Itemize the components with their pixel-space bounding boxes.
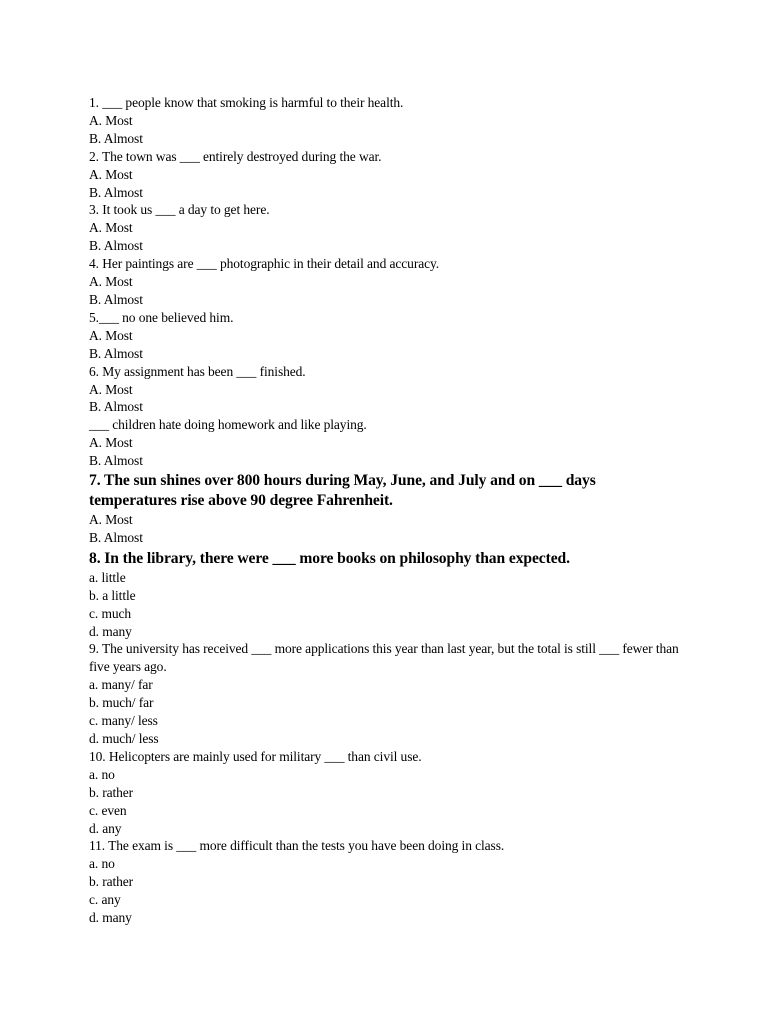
answer-option: d. many — [89, 623, 132, 639]
answer-option: B. Almost — [89, 130, 143, 146]
question-stem: 6. My assignment has been ___ finished. — [89, 363, 306, 379]
answer-option: b. a little — [89, 587, 136, 603]
question-stem: 2. The town was ___ entirely destroyed during the war. — [89, 148, 382, 164]
answer-option: B. Almost — [89, 529, 143, 545]
answer-option: A. Most — [89, 435, 133, 451]
question-stem: 3. It took us ___ a day to get here. — [89, 202, 270, 218]
answer-option: d. many — [89, 910, 132, 926]
answer-option: B. Almost — [89, 345, 143, 361]
answer-option: b. rather — [89, 874, 134, 890]
answer-option: A. Most — [89, 112, 133, 128]
question-stem: 8. In the library, there were ___ more books on philosophy than expected. — [89, 549, 570, 567]
question-stem: 9. The university has received ___ more applications this year than last year, but the total is still ___ fewer than five years ago. — [89, 641, 679, 675]
question-stem: 4. Her paintings are ___ photographic in their detail and accuracy. — [89, 256, 440, 272]
answer-option: A. Most — [89, 512, 133, 528]
answer-option: A. Most — [89, 274, 133, 290]
answer-option: a. no — [89, 856, 115, 872]
answer-option: b. rather — [89, 784, 134, 800]
answer-option: B. Almost — [89, 184, 143, 200]
question-stem: ___ children hate doing homework and like playing. — [89, 417, 367, 433]
answer-option: B. Almost — [89, 291, 143, 307]
answer-option: a. little — [89, 569, 126, 585]
question-stem: 10. Helicopters are mainly used for military ___ than civil use. — [89, 748, 422, 764]
question-stem: 11. The exam is ___ more difficult than the tests you have been doing in class. — [89, 838, 505, 854]
answer-option: B. Almost — [89, 238, 143, 254]
answer-option: B. Almost — [89, 453, 143, 469]
answer-option: d. much/ less — [89, 731, 159, 746]
answer-option: c. even — [89, 802, 127, 818]
answer-option: a. many/ far — [89, 677, 153, 693]
worksheet — [89, 94, 689, 927]
answer-option: c. much — [89, 605, 132, 621]
answer-option: b. much/ far — [89, 695, 154, 711]
answer-option: B. Almost — [89, 399, 143, 415]
answer-option: c. many/ less — [89, 713, 158, 729]
answer-option: A. Most — [89, 381, 133, 397]
question-stem: 7. The sun shines over 800 hours during May, June, and July and on ___ days temperatures rise above 90 degree Fahrenheit. — [89, 472, 596, 510]
question-stem: 1. ___ people know that smoking is harmful to their health. — [89, 95, 404, 110]
answer-option: a. no — [89, 766, 115, 782]
answer-option: A. Most — [89, 220, 133, 236]
answer-option: A. Most — [89, 327, 133, 343]
answer-option: c. any — [89, 892, 121, 908]
answer-option: A. Most — [89, 166, 133, 182]
question-stem: 5.___ no one believed him. — [89, 309, 234, 325]
answer-option: d. any — [89, 820, 122, 836]
